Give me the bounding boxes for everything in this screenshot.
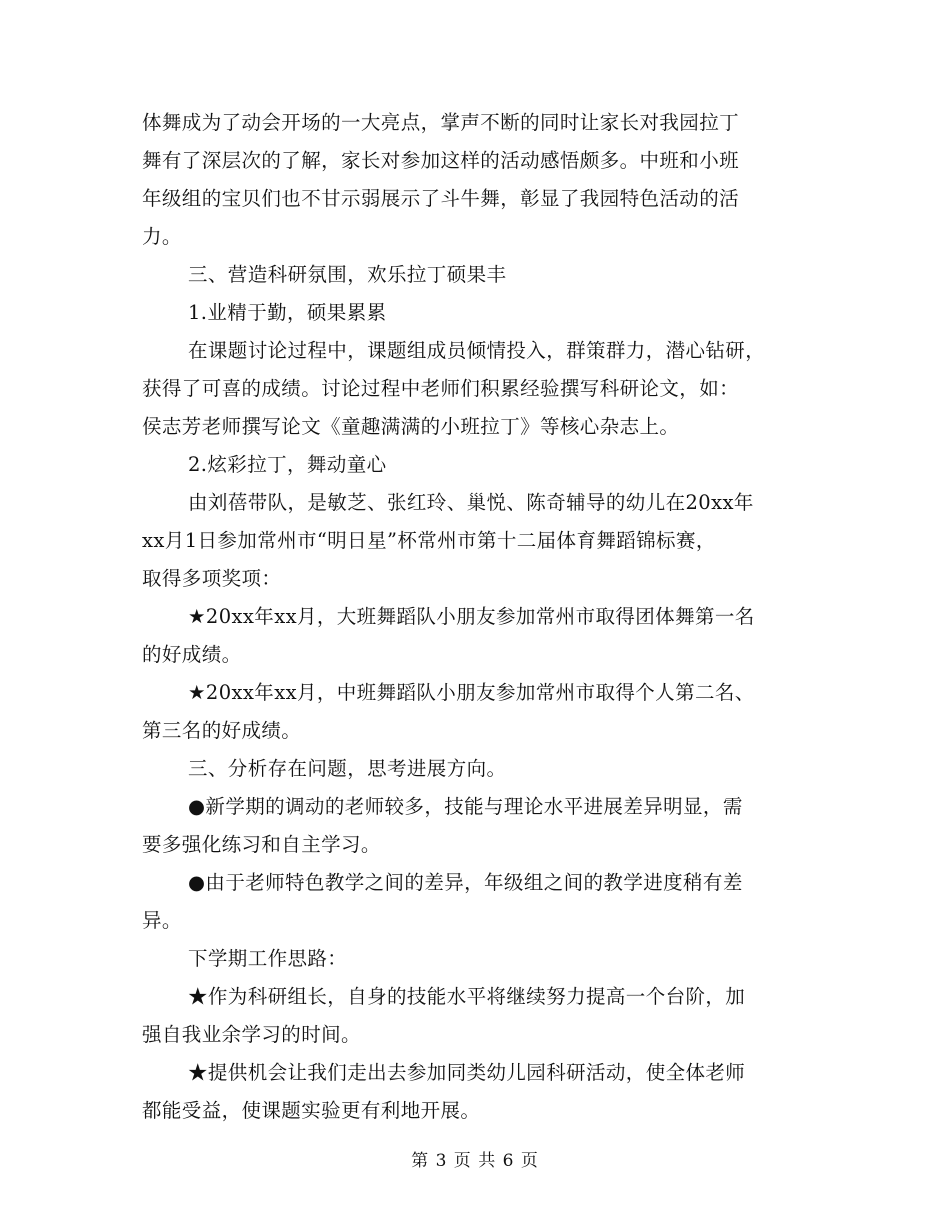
text-line: 三、营造科研氛围，欢乐拉丁硕果丰: [188, 263, 507, 286]
text-line: 取得多项奖项：: [142, 567, 282, 590]
text-line: ●由于老师特色教学之间的差异，年级组之间的教学进度稍有差: [188, 871, 743, 894]
text-line: 侯志芳老师撰写论文《童趣满满的小班拉丁》等核心杂志上。: [142, 415, 680, 438]
text-line: 力。: [142, 225, 182, 248]
text-line: 三、分析存在问题，思考进展方向。: [188, 757, 507, 780]
text-line: ★提供机会让我们走出去参加同类幼儿园科研活动，使全体老师: [188, 1061, 746, 1084]
text-line: ★作为科研组长，自身的技能水平将继续努力提高一个台阶，加: [188, 985, 746, 1008]
text-line: 第三名的好成绩。: [142, 719, 302, 742]
text-line: xx月1日参加常州市“明日星”杯常州市第十二届体育舞蹈锦标赛，: [142, 529, 716, 552]
text-line: 在课题讨论过程中，课题组成员倾情投入，群策群力，潜心钻研，: [188, 339, 766, 362]
text-line: 强自我业余学习的时间。: [142, 1023, 361, 1046]
text-line: 1.业精于勤，硕果累累: [188, 301, 387, 324]
text-line: 的好成绩。: [142, 643, 242, 666]
text-line: ★20xx年xx月，中班舞蹈队小朋友参加常州市取得个人第二名、: [188, 681, 755, 704]
text-line: ●新学期的调动的老师较多，技能与理论水平进展差异明显，需: [188, 795, 743, 818]
text-line: ★20xx年xx月，大班舞蹈队小朋友参加常州市取得团体舞第一名: [188, 605, 755, 628]
page-footer: 第 3 页 共 6 页: [411, 1151, 539, 1171]
text-line: 下学期工作思路：: [188, 947, 348, 970]
text-line: 由刘蓓带队，是敏芝、张红玲、巢悦、陈奇辅导的幼儿在20xx年: [188, 491, 754, 514]
text-line: 2.炫彩拉丁，舞动童心: [188, 453, 387, 476]
text-line: 都能受益，使课题实验更有利地开展。: [142, 1099, 481, 1122]
text-line: 体舞成为了动会开场的一大亮点，掌声不断的同时让家长对我园拉丁: [142, 111, 740, 134]
text-line: 要多强化练习和自主学习。: [142, 833, 381, 856]
text-line: 获得了可喜的成绩。讨论过程中老师们积累经验撰写科研论文，如：: [142, 377, 740, 400]
text-line: 舞有了深层次的了解，家长对参加这样的活动感悟颇多。中班和小班: [142, 149, 740, 172]
text-line: 异。: [142, 909, 182, 932]
document-body: [142, 104, 812, 1130]
text-line: 年级组的宝贝们也不甘示弱展示了斗牛舞，彰显了我园特色活动的活: [142, 187, 740, 210]
